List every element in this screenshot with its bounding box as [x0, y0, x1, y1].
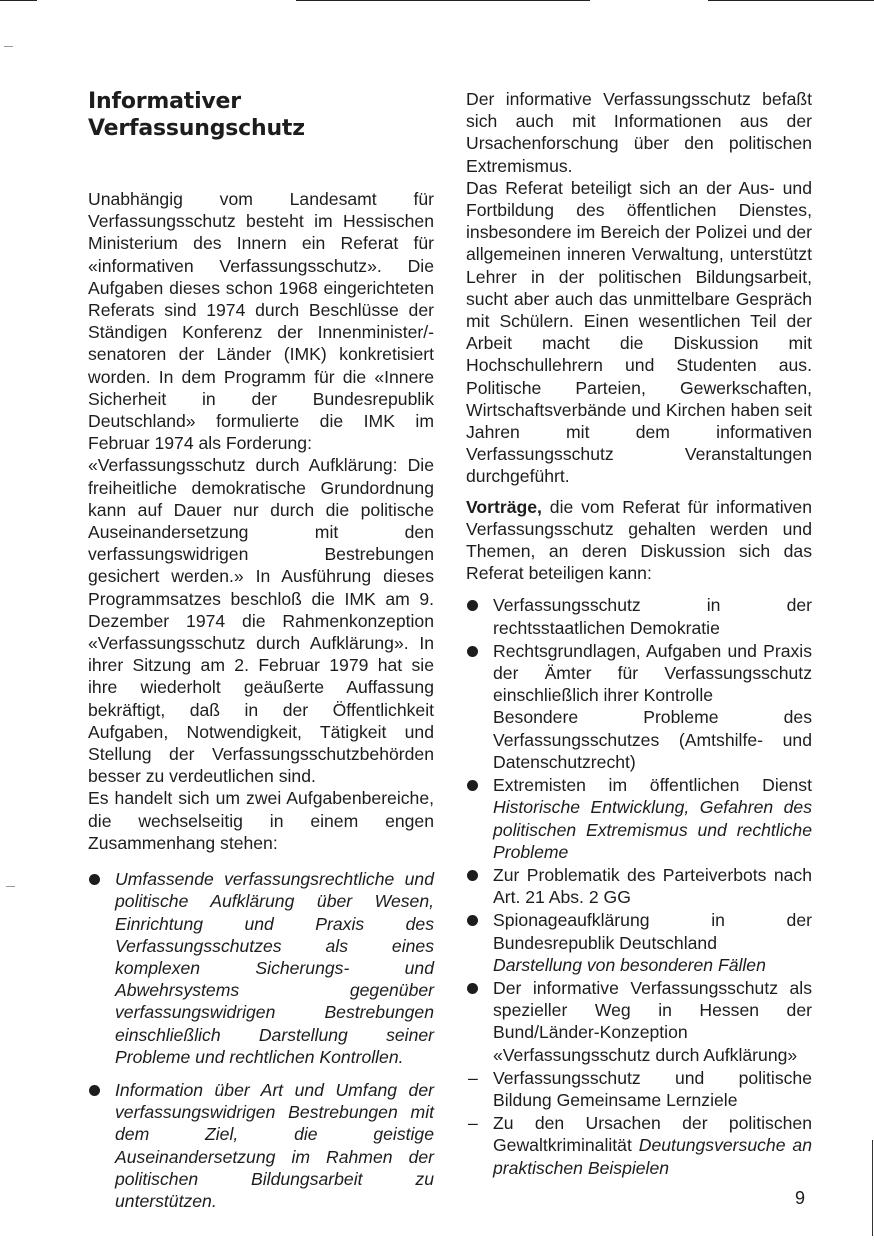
right-edge-mark	[872, 1140, 873, 1236]
bullet-dot-icon	[467, 870, 478, 881]
research-paragraph: Der informative Verfassungsschutz befaßt sich auch mit Informationen aus der Ursachenforschung über den politischen Extremismus.	[466, 89, 812, 176]
bullet-dot-icon	[467, 646, 478, 657]
lecture-intro-text: die vom Referat für informativen Verfassungsschutz gehalten werden und Themen, an deren Diskussion sich das Referat beteiligen kann:	[466, 496, 812, 584]
dash-icon: –	[468, 1067, 478, 1088]
lecture-intro-bold: Vorträge,	[466, 496, 542, 517]
list-item	[466, 977, 812, 1066]
list-item	[466, 640, 812, 707]
lecture-topic-list	[466, 594, 812, 1178]
list-item-text: Zur Problematik des Parteiverbots nach Art. 21 Abs. 2 GG	[493, 864, 812, 908]
list-item-text: Umfassende verfassungsrechtliche und politische Aufklärung über Wesen, Einrichtung und Praxis des Verfassungsschutzes als eines komplexen Sicherungs- und Abwehrsystems gegenüber verfassungswidrigen Bestrebungen einschließlich Darstellung seiner Probleme und rechtlichen Kontrollen.	[115, 869, 434, 1067]
scan-speck	[6, 886, 15, 887]
training-paragraph: Das Referat beteiligt sich an der Aus- und Fortbildung des öffentlichen Dienstes, insbesondere im Bereich der Polizei und der allgemeinen inneren Verwaltung, unterstützt Lehrer in der politischen Bildungsarbeit, sucht aber auch das unmittelbare Gespräch mit Schülern. Einen wesentlichen Teil der Arbeit macht die Diskussion mit Hochschullehrern und Studenten aus. Politische Parteien, Gewerkschaften, Wirtschaftsverbände und Kirchen haben seit Jahren mit dem informativen Verfassungsschutz Veranstaltungen durchgeführt.	[466, 177, 812, 487]
list-item	[466, 1112, 812, 1179]
intro-paragraph: Unabhängig vom Landesamt für Verfassungsschutz besteht im Hessischen Ministerium des Innern ein Referat für «informativen Verfassungsschutz». Die Aufgaben dieses schon 1968 eingerichteten Referats sind 1974 durch Beschlüsse der Ständigen Konferenz der Innenminister/-senatoren der Länder (IMK) konkretisiert worden. In dem Programm für die «Innere Sicherheit in der Bundesrepublik Deutschland» formulierte die IMK im Februar 1974 als Forderung:	[88, 189, 434, 454]
bullet-dot-icon	[89, 1085, 100, 1096]
list-item-italic-text: Deutungsversuche an praktischen Beispielen	[493, 1135, 812, 1178]
bullet-dot-icon	[89, 874, 100, 885]
top-rule-right	[708, 0, 874, 1]
list-item-text: Der informative Verfassungsschutz als spezieller Weg in Hessen der Bund/Länder-Konzeption «Verfassungsschutz durch Aufklärung»	[493, 977, 812, 1065]
list-item-italic-text: Darstellung von besonderen Fällen	[493, 954, 766, 975]
lecture-intro	[466, 496, 812, 585]
quote-paragraph: «Verfassungsschutz durch Aufklärung: Die freiheitliche demokratische Grundordnung kann auf Dauer nur durch die politische Auseinandersetzung mit den verfassungswidrigen Bestrebungen gesichert werden.» In Ausführung dieses Programmsatzes beschloß die IMK am 9. Dezember 1974 die Rahmenkonzeption «Verfassungsschutz durch Aufklärung». In ihrer Sitzung am 2. Februar 1979 hat sie ihre wiederholt geäußerte Auffassung bekräftigt, daß in der Öffentlichkeit Aufgaben, Notwendigkeit, Tätigkeit und Stellung der Verfassungsschutzbehörden besser zu verdeutlichen sind.	[88, 455, 434, 787]
right-column	[466, 88, 812, 1180]
list-item-text: Spionageaufklärung in der Bundesrepublik Deutschland	[493, 910, 812, 953]
bullet-dot-icon	[467, 780, 478, 791]
title-line-1: Informativer	[88, 89, 241, 114]
list-item	[88, 868, 434, 1068]
page-title	[88, 88, 434, 142]
bullet-dot-icon	[467, 915, 478, 926]
scan-speck	[4, 46, 13, 47]
list-item	[466, 1067, 812, 1111]
list-item	[466, 864, 812, 908]
list-item	[88, 1079, 434, 1212]
top-rule-center	[296, 0, 590, 1]
top-rule-left	[0, 0, 37, 1]
bullet-dot-icon	[467, 600, 478, 611]
bullet-dot-icon	[467, 983, 478, 994]
list-item-text: Extremisten im öffentlichen Dienst	[493, 775, 812, 796]
list-item	[466, 594, 812, 638]
list-item-text: Zu den Ursachen der politischen Gewaltkriminalität	[493, 1113, 812, 1156]
title-line-2: Verfassungschutz	[88, 116, 305, 141]
list-item-text: Verfassungsschutz in der rechtsstaatlichen Demokratie	[493, 595, 812, 638]
list-item	[466, 706, 812, 773]
left-column	[88, 88, 434, 1223]
list-item-text: Information über Art und Umfang der verfassungswidrigen Bestrebungen mit dem Ziel, die geistige Auseinandersetzung im Rahmen der politischen Bildungsarbeit zu unterstützen.	[115, 1079, 434, 1211]
list-item-text: Verfassungsschutz und politische Bildung Gemeinsame Lernziele	[493, 1067, 812, 1110]
list-item-italic-text: Historische Entwicklung, Gefahren des politischen Extremismus und rechtliche Probleme	[493, 797, 812, 862]
list-item-text: Rechtsgrundlagen, Aufgaben und Praxis der Ämter für Verfassungsschutz einschließlich ihrer Kontrolle	[493, 640, 812, 706]
list-item	[466, 774, 812, 863]
page-number: 9	[795, 1188, 806, 1208]
dash-icon: –	[468, 1113, 478, 1134]
task-area-list	[88, 868, 434, 1212]
list-item-text: Besondere Probleme des Verfassungsschutzes (Amtshilfe- und Datenschutzrecht)	[493, 707, 812, 772]
task-areas-paragraph: Es handelt sich um zwei Aufgabenbereiche, die wechselseitig in einem engen Zusammenhang stehen:	[88, 788, 434, 853]
list-item	[466, 954, 812, 976]
list-item	[466, 909, 812, 953]
